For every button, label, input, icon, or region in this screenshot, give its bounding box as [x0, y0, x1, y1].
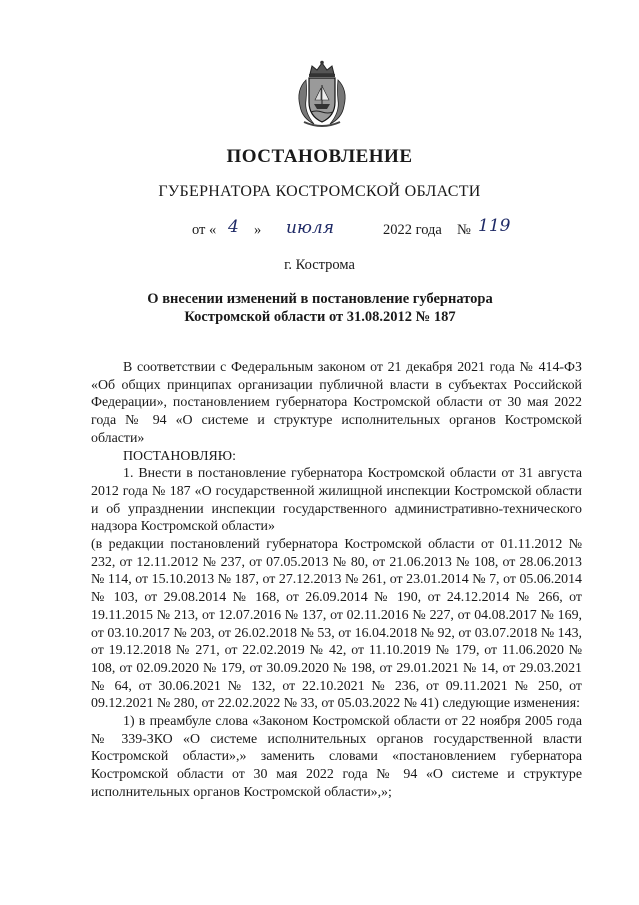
number-sign: № — [457, 222, 471, 238]
decree-word: ПОСТАНОВЛЯЮ: — [123, 448, 236, 464]
coat-of-arms-emblem — [294, 60, 350, 128]
subitem-1-paragraph: 1) в преамбуле слова «Законом Костромской области от 22 ноября 2005 года № 339-ЗКО «О системе исполнительных органов государственной власти Костромской области»,» заменить словами «постановлением губернатора Костромской области от 30 мая 2022 года № 94 «О системе и структуре исполнительных органов Костромской области»,»; — [91, 714, 582, 800]
issuer-subtitle: ГУБЕРНАТОРА КОСТРОМСКОЙ ОБЛАСТИ — [158, 183, 481, 200]
date-number-line — [0, 216, 639, 243]
heading-line-1: О внесении изменений в постановление губернатора — [147, 291, 493, 307]
preamble-paragraph: В соответствии с Федеральным законом от 21 декабря 2021 года № 414-ФЗ «Об общих принципах организации публичной власти в субъектах Российской Федерации», постановлением губернатора Костромской области от 30 мая 2022 года № 94 «О системе и структуре исполнительных органов Костромской области» — [91, 360, 582, 446]
heading-line-2: Костромской области от 31.08.2012 № 187 — [184, 309, 456, 325]
document-title: ПОСТАНОВЛЕНИЕ — [226, 146, 413, 167]
document-body — [91, 359, 582, 802]
date-month-handwritten: июля — [286, 218, 334, 238]
city-name: г. Кострома — [284, 257, 355, 273]
date-close-quote: » — [254, 222, 262, 238]
date-day-handwritten: 4 — [228, 217, 239, 237]
item-1-intro: 1. Внести в постановление губернатора Костромской области от 31 августа 2012 года № 187 «О государственной жилищной инспекции Костромской области и об упразднении инспекции государственного административно-технического надзора Костромской области» — [91, 466, 582, 535]
date-year: 2022 года — [383, 222, 442, 238]
item-1-editions: (в редакции постановлений губернатора Костромской области от 01.11.2012 № 232, от 12.11.2012 № 237, от 07.05.2013 № 80, от 21.06.2013 № 108, от 28.06.2013 № 114, от 15.10.2013 № 187, от 27.12.2013 № 261, от 23.01.2014 № 7, от 05.06.2014 № 103, от 29.08.2014 № 168, от 26.09.2014 № 190, от 24.12.2014 № 266, от 19.11.2015 № 213, от 12.07.2016 № 137, от 02.11.2016 № 227, от 04.08.2017 № 169, от 03.10.2017 № 203, от 26.02.2018 № 53, от 16.04.2018 № 92, от 03.07.2018 № 143, от 19.12.2018 № 271, от 22.02.2019 № 42, от 11.10.2019 № 179, от 11.06.2020 № 108, от 02.09.2020 № 179, от 30.09.2020 № 198, от 29.01.2021 № 14, от 29.03.2021 № 64, от 30.06.2021 № 132, от 22.10.2021 № 236, от 09.11.2021 № 250, от 09.12.2021 № 280, от 22.02.2022 № 33, от 05.03.2022 № 41) следующие изменения: — [91, 537, 582, 712]
date-prefix: от « — [192, 222, 217, 238]
document-number-handwritten: 119 — [478, 216, 511, 236]
document-heading — [80, 290, 560, 326]
